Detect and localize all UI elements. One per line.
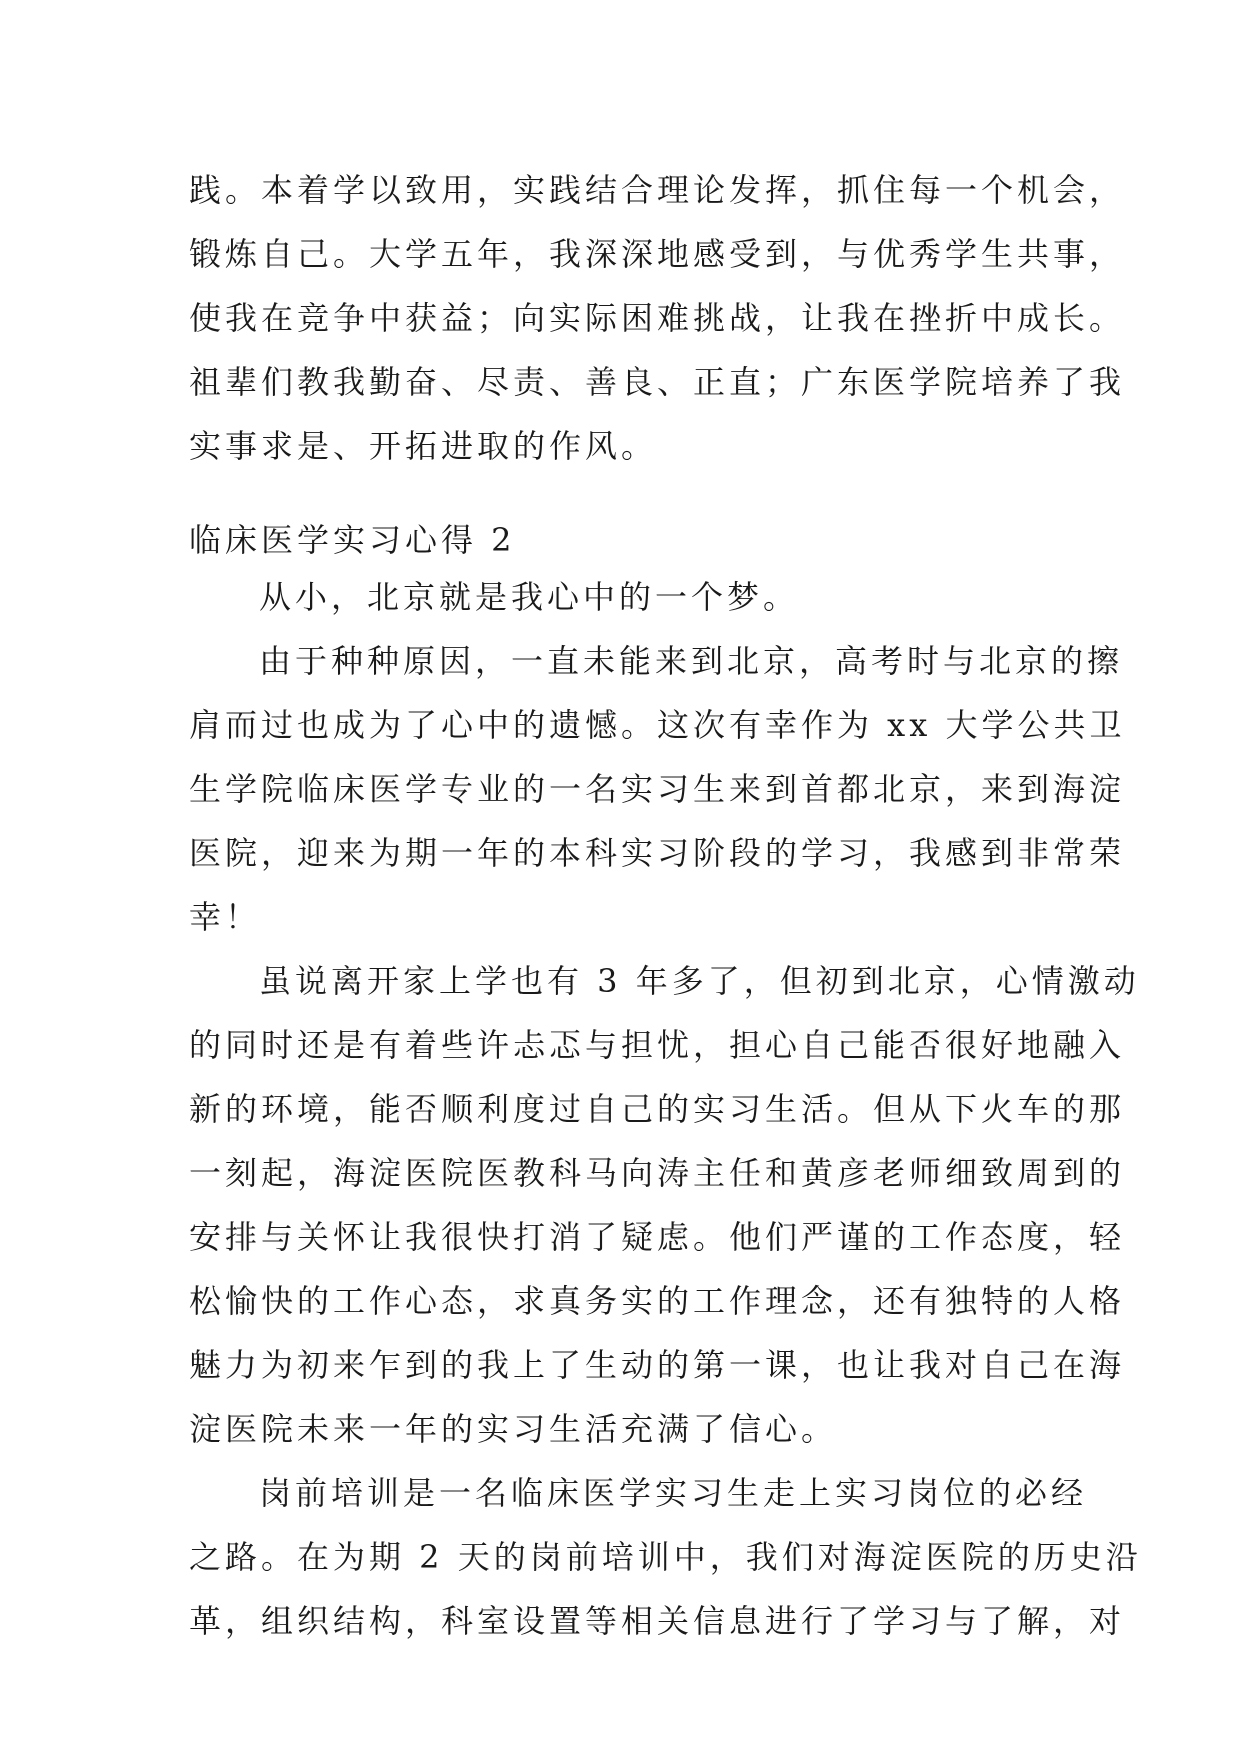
paragraph-3-line: 淀医院未来一年的实习生活充满了信心。: [189, 1410, 838, 1448]
text-line: 锻炼自己。大学五年，我深深地感受到，与优秀学生共事，: [189, 235, 1126, 273]
paragraph-4-line: 革，组织结构，科室设置等相关信息进行了学习与了解，对: [189, 1602, 1126, 1640]
intro-paragraph: [189, 158, 1126, 478]
text-line: 祖辈们教我勤奋、尽责、善良、正直；广东医学院培养了我: [189, 363, 1126, 401]
text-line: 践。本着学以致用，实践结合理论发挥，抓住每一个机会，: [189, 171, 1126, 209]
paragraph-4-line: 岗前培训是一名临床医学实习生走上实习岗位的必经: [259, 1474, 1088, 1512]
section-title: 临床医学实习心得 2: [189, 521, 516, 559]
section-heading-block: [189, 515, 1069, 565]
paragraph-2-line: 肩而过也成为了心中的遗憾。这次有幸作为 xx 大学公共卫: [189, 706, 1126, 744]
paragraph-1-line: 从小，北京就是我心中的一个梦。: [259, 578, 800, 616]
paragraph-2-line: 由于种种原因，一直未能来到北京，高考时与北京的擦: [259, 642, 1124, 680]
paragraph-3-line: 新的环境，能否顺利度过自己的实习生活。但从下火车的那: [189, 1090, 1126, 1128]
paragraph-2-line: 幸！: [189, 898, 262, 936]
text-line: 实事求是、开拓进取的作风。: [189, 427, 658, 465]
paragraph-2-line: 生学院临床医学专业的一名实习生来到首都北京，来到海淀: [189, 770, 1126, 808]
section-body: [189, 565, 1142, 1653]
paragraph-2-line: 医院，迎来为期一年的本科实习阶段的学习，我感到非常荣: [189, 834, 1126, 872]
paragraph-3-line: 魅力为初来乍到的我上了生动的第一课，也让我对自己在海: [189, 1346, 1126, 1384]
paragraph-4-line: 之路。在为期 2 天的岗前培训中，我们对海淀医院的历史沿: [189, 1538, 1142, 1576]
paragraph-3-line: 松愉快的工作心态，求真务实的工作理念，还有独特的人格: [189, 1282, 1126, 1320]
paragraph-3-line: 虽说离开家上学也有 3 年多了，但初到北京，心情激动: [259, 962, 1140, 1000]
text-line: 使我在竞争中获益；向实际困难挑战，让我在挫折中成长。: [189, 299, 1126, 337]
paragraph-3-line: 一刻起，海淀医院医教科马向涛主任和黄彦老师细致周到的: [189, 1154, 1126, 1192]
paragraph-3-line: 安排与关怀让我很快打消了疑虑。他们严谨的工作态度，轻: [189, 1218, 1126, 1256]
paragraph-3-line: 的同时还是有着些许忐忑与担忧，担心自己能否很好地融入: [189, 1026, 1126, 1064]
